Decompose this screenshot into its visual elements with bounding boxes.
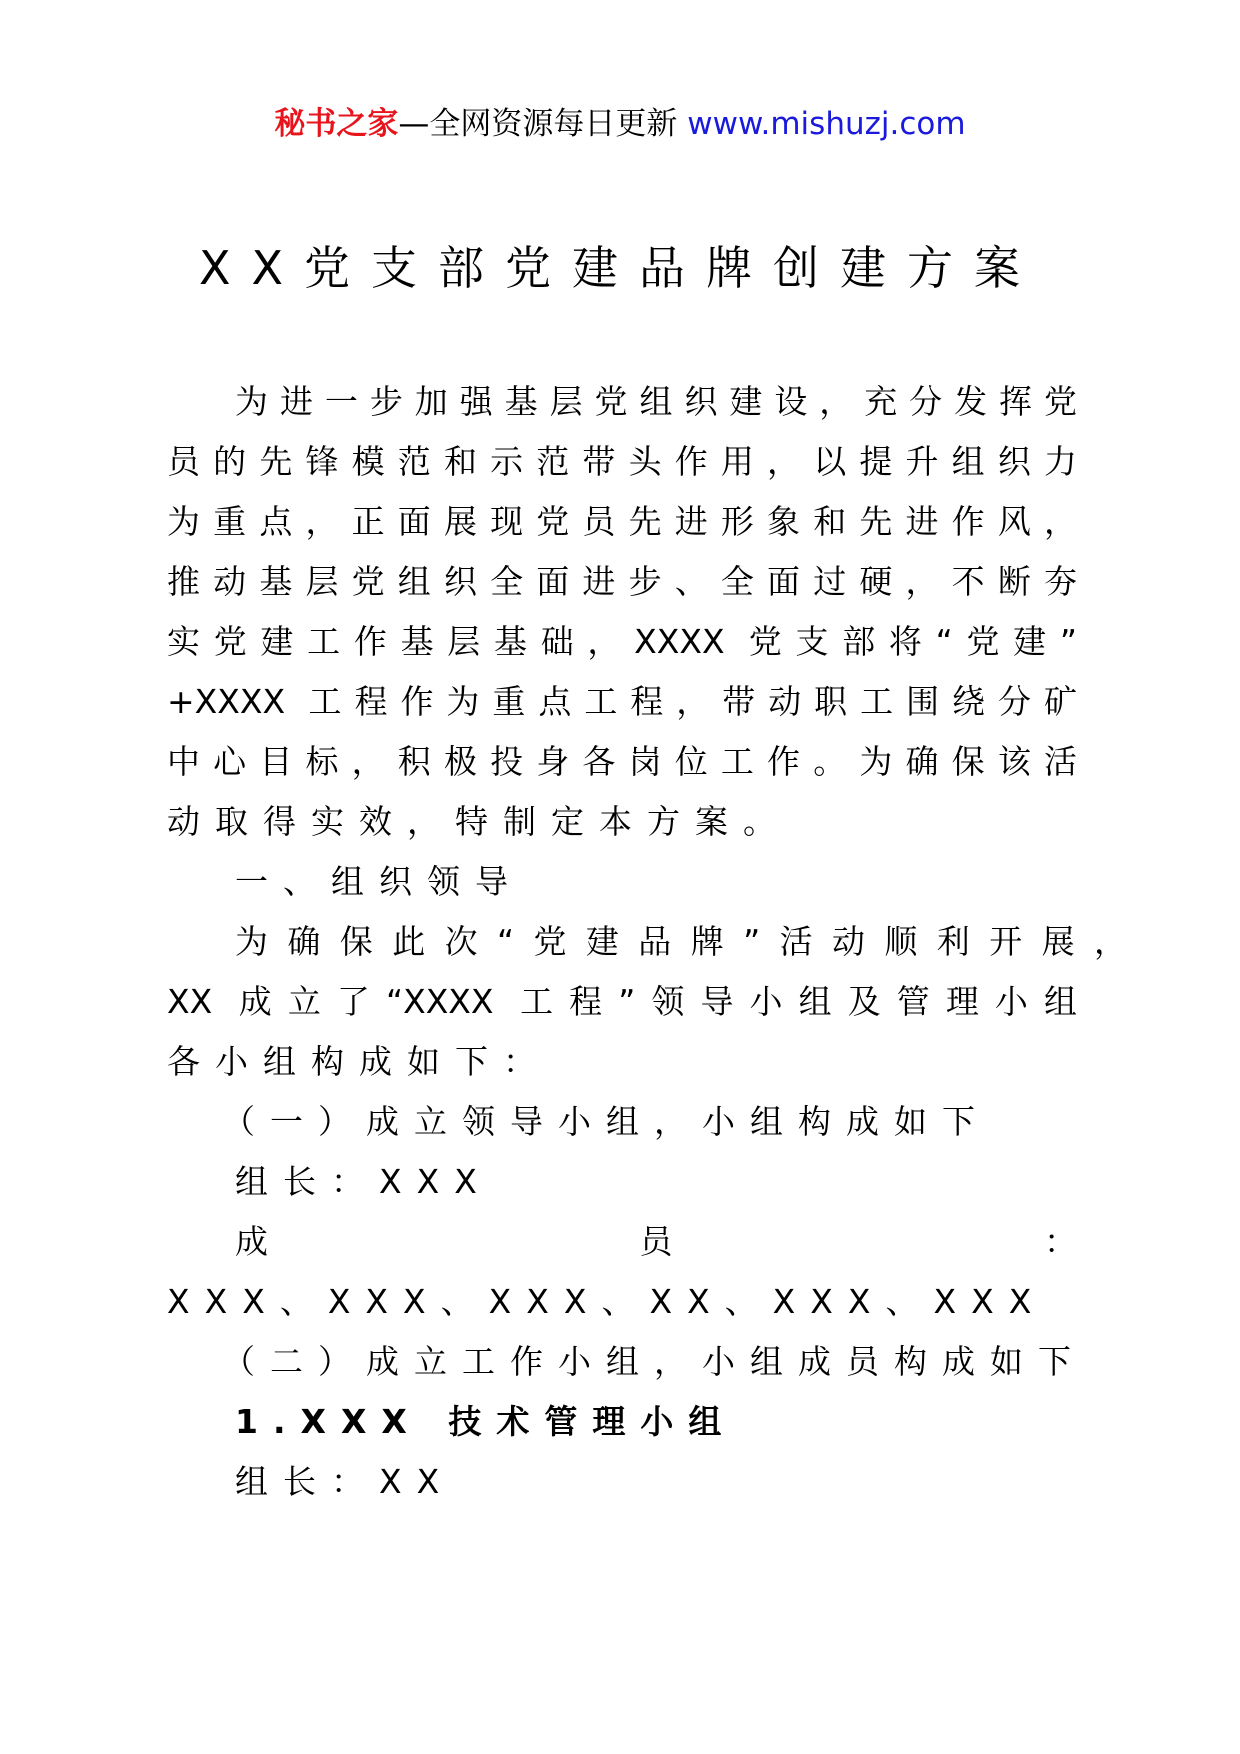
- site-url-link[interactable]: www.mishuzj.com: [687, 106, 966, 142]
- body-text-line: XX 成立了“XXXX 工程”领导小组及管理小组: [167, 982, 1077, 1021]
- subsection-heading: （二）成立工作小组，小组成员构成如下: [222, 1342, 1086, 1381]
- document-title: XX党支部党建品牌创建方案: [198, 241, 1042, 295]
- subsection-heading: （一）成立领导小组，小组构成如下: [222, 1102, 990, 1141]
- body-text-line: 为重点，正面展现党员先进形象和先进作风，: [167, 502, 1077, 541]
- body-text-line: +XXXX 工程作为重点工程，带动职工围绕分矿: [167, 682, 1077, 721]
- group-heading: 1.XXX 技术管理小组: [235, 1402, 737, 1441]
- body-text-line: 动取得实效，特制定本方案。: [167, 802, 791, 841]
- section-heading: 一、组织领导: [235, 862, 523, 901]
- leader-line: 组长：XXX: [235, 1162, 492, 1201]
- body-text-line: 实党建工作基层基础，XXXX 党支部将“党建”: [167, 622, 1077, 661]
- body-text-line: 推动基层党组织全面进步、全面过硬，不断夯: [167, 562, 1077, 601]
- body-text-line: 各小组构成如下：: [167, 1042, 551, 1081]
- members-label: 成 员 ：: [235, 1222, 1077, 1261]
- site-banner: [0, 102, 1240, 146]
- leader-line: 组长：XX: [235, 1462, 455, 1501]
- site-brand: 秘书之家: [274, 106, 399, 142]
- body-text-line: 为进一步加强基层党组织建设，充分发挥党: [235, 382, 1077, 421]
- members-list: XXX、XXX、XXX、XX、XXX、XXX: [167, 1282, 1047, 1321]
- body-text-line: 为确保此次“党建品牌”活动顺利开展，: [235, 922, 1127, 961]
- body-text-line: 员的先锋模范和示范带头作用，以提升组织力: [167, 442, 1077, 481]
- body-text-line: 中心目标，积极投身各岗位工作。为确保该活: [167, 742, 1077, 781]
- site-tagline: —全网资源每日更新: [398, 106, 688, 142]
